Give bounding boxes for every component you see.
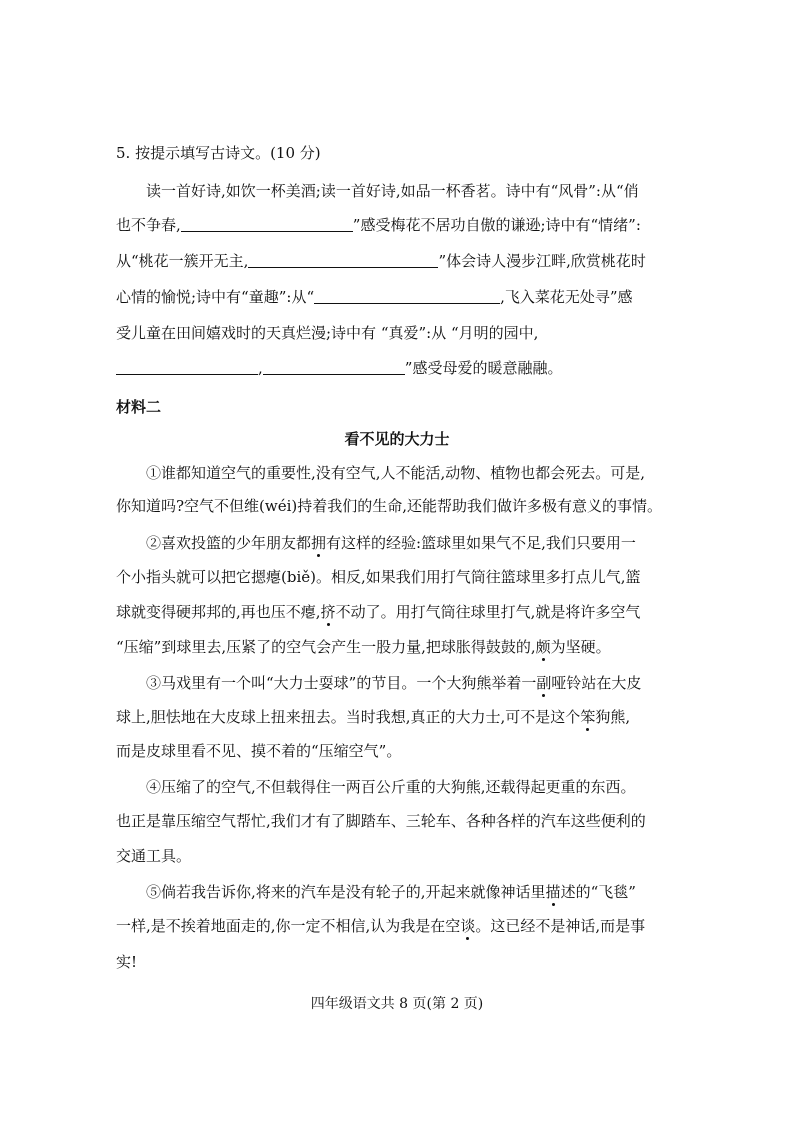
para2-line-1: ②喜欢投篮的少年朋友都拥有这样的经验:篮球里如果气不足,我们只要用一 xyxy=(146,534,636,552)
para4-line-3: 交通工具。 xyxy=(116,847,192,865)
answer-blank-4[interactable] xyxy=(116,360,258,375)
para3-line-3: 而是皮球里看不见、摸不着的“压缩空气”。 xyxy=(116,742,402,760)
answer-blank-3[interactable] xyxy=(314,289,500,304)
answer-blank-1[interactable] xyxy=(181,217,353,232)
poem-line-1: 读一首好诗,如饮一杯美酒;读一首好诗,如品一杯香茗。诗中有“风骨”:从“俏 xyxy=(146,182,639,200)
article-title: 看不见的大力士 xyxy=(344,430,450,448)
emphasis-char: 颇 xyxy=(535,638,551,656)
emphasis-char: 笨 xyxy=(580,708,596,726)
para2-line-4: “压缩”到球里去,压紧了的空气会产生一股力量,把球胀得鼓鼓的,颇为坚硬。 xyxy=(116,638,611,656)
question-title: 5. 按提示填写古诗文。(10 分) xyxy=(116,144,321,162)
para2-line-2: 个小指头就可以把它摁瘪(biě)。相反,如果我们用打气筒往篮球里多打点儿气,篮 xyxy=(116,568,641,586)
answer-blank-2[interactable] xyxy=(248,253,438,268)
poem-line-3: 从“桃花一簇开无主, ”体会诗人漫步江畔,欣赏桃花时 xyxy=(116,252,646,270)
para1-line-2: 你知道吗?空气不但维(wéi)持着我们的生命,还能帮助我们做许多极有意义的事情。 xyxy=(116,497,663,515)
poem-line-5: 受儿童在田间嬉戏时的天真烂漫;诗中有 “真爱”:从 “月明的园中, xyxy=(116,324,539,342)
emphasis-char: 挤 xyxy=(320,603,336,621)
page-footer: 四年级语文共 8 页(第 2 页) xyxy=(310,996,484,1012)
emphasis-char: 描 xyxy=(545,883,561,901)
poem-line-2: 也不争春, ”感受梅花不居功自傲的谦逊;诗中有“情绪”: xyxy=(116,216,641,234)
poem-line-4: 心情的愉悦;诗中有“童趣”:从“ ,飞入菜花无处寻”感 xyxy=(116,288,633,306)
para5-line-1: ⑤倘若我告诉你,将来的汽车是没有轮子的,开起来就像神话里描述的“飞毯” xyxy=(146,883,636,901)
para5-line-2: 一样,是不挨着地面走的,你一定不相信,认为我是在空谈。这已经不是神话,而是事 xyxy=(116,917,646,935)
material-label: 材料二 xyxy=(116,398,162,416)
para4-line-2: 也正是靠压缩空气帮忙,我们才有了脚踏车、三轮车、各种各样的汽车这些便利的 xyxy=(116,812,646,830)
para5-line-3: 实! xyxy=(116,953,138,971)
poem-line-6: , ”感受母爱的暖意融融。 xyxy=(116,357,562,378)
answer-blank-5[interactable] xyxy=(263,360,405,375)
emphasis-char: 副 xyxy=(536,674,552,692)
emphasis-char: 谈 xyxy=(460,917,476,935)
para4-line-1: ④压缩了的空气,不但载得住一两百公斤重的大狗熊,还载得起更重的东西。 xyxy=(146,778,636,796)
para3-line-1: ③马戏里有一个叫“大力士耍球”的节目。一个大狗熊举着一副哑铃站在大皮 xyxy=(146,674,642,692)
emphasis-char: 拥 xyxy=(311,534,327,552)
para2-line-3: 球就变得硬邦邦的,再也压不瘪,挤不动了。用打气筒往球里打气,就是将许多空气 xyxy=(116,603,641,621)
para3-line-2: 球上,胆怯地在大皮球上扭来扭去。当时我想,真正的大力士,可不是这个笨狗熊, xyxy=(116,708,631,726)
para1-line-1: ①谁都知道空气的重要性,没有空气,人不能活,动物、植物也都会死去。可是, xyxy=(146,464,646,482)
